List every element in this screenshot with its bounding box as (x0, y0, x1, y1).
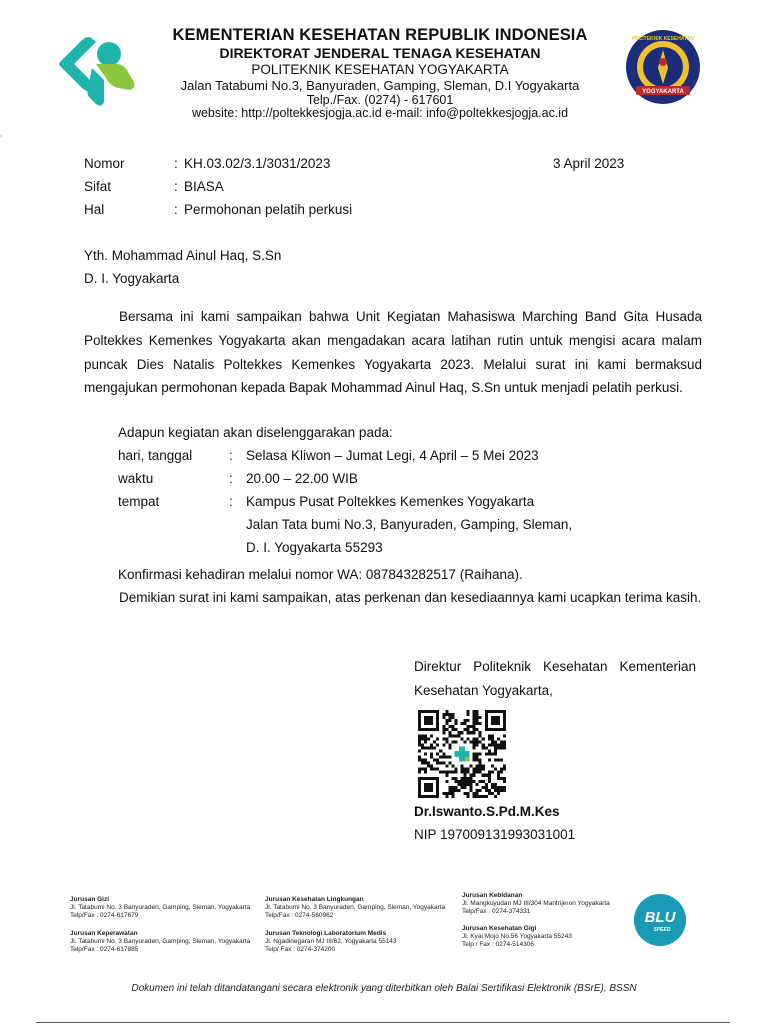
closing-paragraph: Demikian surat ini kami sampaikan, atas perkenan dan kesediaannya kami ucapkan terima kasih. (119, 590, 702, 605)
unit-address: Jl. Kyai Mojo No.56 Yogyakarta 55243 (462, 933, 572, 940)
electronic-signature-disclaimer: Dokumen ini telah ditandatangani secara elektronik yang diterbitkan oleh Balai Sertifikasi Elektronik (BSrE), BSSN (131, 983, 637, 994)
unit-phone: Telp / Fax : 0274-514306 (462, 941, 534, 948)
confirmation-note: Konfirmasi kehadiran melalui nomor WA: 087843282517 (Raihana). (118, 567, 523, 582)
unit-address: Jl. Tatabumi No. 3 Banyuraden, Gamping, Sleman, Yogyakarta (70, 938, 251, 945)
page-edge-mark (0, 134, 2, 138)
detail-date-row (118, 444, 678, 467)
detail-label: waktu (118, 471, 154, 486)
institution-address: Jalan Tatabumi No.3, Banyuraden, Gamping, Sleman, D.I Yogyakarta (180, 78, 580, 93)
signatory-name: Dr.Iswanto.S.Pd.M.Kes (414, 804, 560, 819)
ministry-name: KEMENTERIAN KESEHATAN REPUBLIK INDONESIA (172, 26, 588, 44)
unit-name: Jurusan Kesehatan Lingkungan (265, 896, 364, 903)
hal-label: Hal (84, 202, 105, 217)
unit-phone: Telp/Fax : 0274-617885 (70, 946, 139, 953)
bottom-rule (36, 1022, 730, 1023)
separator: : (229, 494, 233, 509)
detail-label: hari, tanggal (118, 448, 193, 463)
place-address-line-2: Jalan Tata bumi No.3, Banyuraden, Gamping, Sleman, (246, 517, 573, 532)
footer-unit-tlm (265, 930, 455, 954)
unit-phone: Telp/Fax : 0274-374331 (462, 908, 531, 915)
unit-phone: Telp/Fax : 0274-617679 (70, 912, 139, 919)
unit-address: Jl. Tatabumi No. 3 Banyuraden, Gamping, Sleman, Yogyakarta (265, 904, 446, 911)
signatory-nip: NIP 197009131993031001 (414, 827, 576, 842)
directorate-name: DIREKTORAT JENDERAL TENAGA KESEHATAN (219, 45, 541, 61)
svg-text:BLU: BLU (644, 909, 676, 926)
sifat-label: Sifat (84, 179, 112, 194)
recipient-place: D. I. Yogyakarta (84, 271, 180, 286)
unit-phone: Telp/Fax : 0274-560962 (265, 912, 334, 919)
unit-address: Jl. Ngadinegaran MJ III/62, Yogyakarta 55143 (265, 938, 397, 945)
detail-time-row (118, 467, 678, 490)
separator: : (174, 156, 178, 171)
unit-phone: Telp/ Fax : 0274-374200 (265, 946, 336, 953)
separator: : (229, 448, 233, 463)
footer-unit-gizi (70, 896, 260, 920)
letter-date: 3 April 2023 (553, 156, 625, 171)
unit-name: Jurusan Kesehatan Gigi (462, 925, 537, 932)
kemenkes-logo (52, 24, 142, 110)
detail-label: tempat (118, 494, 160, 509)
place-address-line-3: D. I. Yogyakarta 55293 (246, 540, 383, 555)
footer-unit-kesgi (462, 925, 627, 949)
signatory-title: Direktur Politeknik Kesehatan Kementerian Kesehatan Yogyakarta, (414, 659, 696, 698)
nomor-label: Nomor (84, 156, 125, 171)
schedule-intro: Adapun kegiatan akan diselenggarakan pada: (118, 425, 393, 440)
footer-unit-kesling (265, 896, 455, 920)
signature-qr-code (418, 710, 506, 798)
detail-place-row (118, 490, 678, 513)
unit-name: Jurusan Teknologi Laboratorium Medis (265, 930, 387, 937)
svg-text:YOGYAKARTA: YOGYAKARTA (642, 89, 684, 95)
meta-hal (84, 198, 644, 221)
separator: : (229, 471, 233, 486)
footer-unit-keperawatan (70, 930, 260, 954)
unit-address: Jl. Mangkuyudan MJ III/304 Mantrijeron Yogyakarta (462, 900, 610, 907)
unit-name: Jurusan Gizi (70, 896, 110, 903)
hal-value: Permohonan pelatih perkusi (184, 202, 353, 217)
institution-name: POLITEKNIK KESEHATAN YOGYAKARTA (251, 62, 509, 77)
body-paragraph-1: Bersama ini kami sampaikan bahwa Unit Kegiatan Mahasiswa Marching Band Gita Husada Poltekkes Kemenkes Yogyakarta akan mengadakan acara latihan rutin untuk mengisi acara malam puncak Dies Natalis Poltekkes Kemenkes Yogyakarta 2023. Melalui surat ini kami bermaksud mengajukan permohonan kepada Bapak Mohammad Ainul Haq, S.Sn untuk menjadi pelatih perkusi. (84, 309, 702, 396)
nomor-value: KH.03.02/3.1/3031/2023 (184, 156, 331, 171)
svg-text:SPEED: SPEED (653, 927, 671, 933)
unit-name: Jurusan Keperawatan (70, 930, 138, 937)
detail-value: 20.00 – 22.00 WIB (246, 471, 358, 486)
institution-phone: Telp./Fax. (0274) - 617601 (306, 93, 454, 107)
institution-web-email: website: http://poltekkesjogja.ac.id e-mail: info@poltekkesjogja.ac.id (191, 106, 569, 120)
blu-speed-logo (629, 893, 691, 947)
detail-value: Selasa Kliwon – Jumat Legi, 4 April – 5 Mei 2023 (246, 448, 539, 463)
separator: : (174, 202, 178, 217)
meta-sifat (84, 175, 644, 198)
separator: : (174, 179, 178, 194)
sifat-value: BIASA (184, 179, 224, 194)
detail-value: Kampus Pusat Poltekkes Kemenkes Yogyakarta (246, 494, 535, 509)
unit-name: Jurusan Kebidanan (462, 892, 523, 899)
unit-address: Jl. Tatabumi No. 3 Banyuraden, Gamping, Sleman, Yogyakarta (70, 904, 251, 911)
poltekkes-seal-logo (622, 28, 704, 106)
svg-text:POLITEKNIK KESEHATAN: POLITEKNIK KESEHATAN (631, 36, 695, 42)
recipient-name: Yth. Mohammad Ainul Haq, S.Sn (84, 248, 282, 263)
footer-unit-kebidanan (462, 892, 627, 916)
